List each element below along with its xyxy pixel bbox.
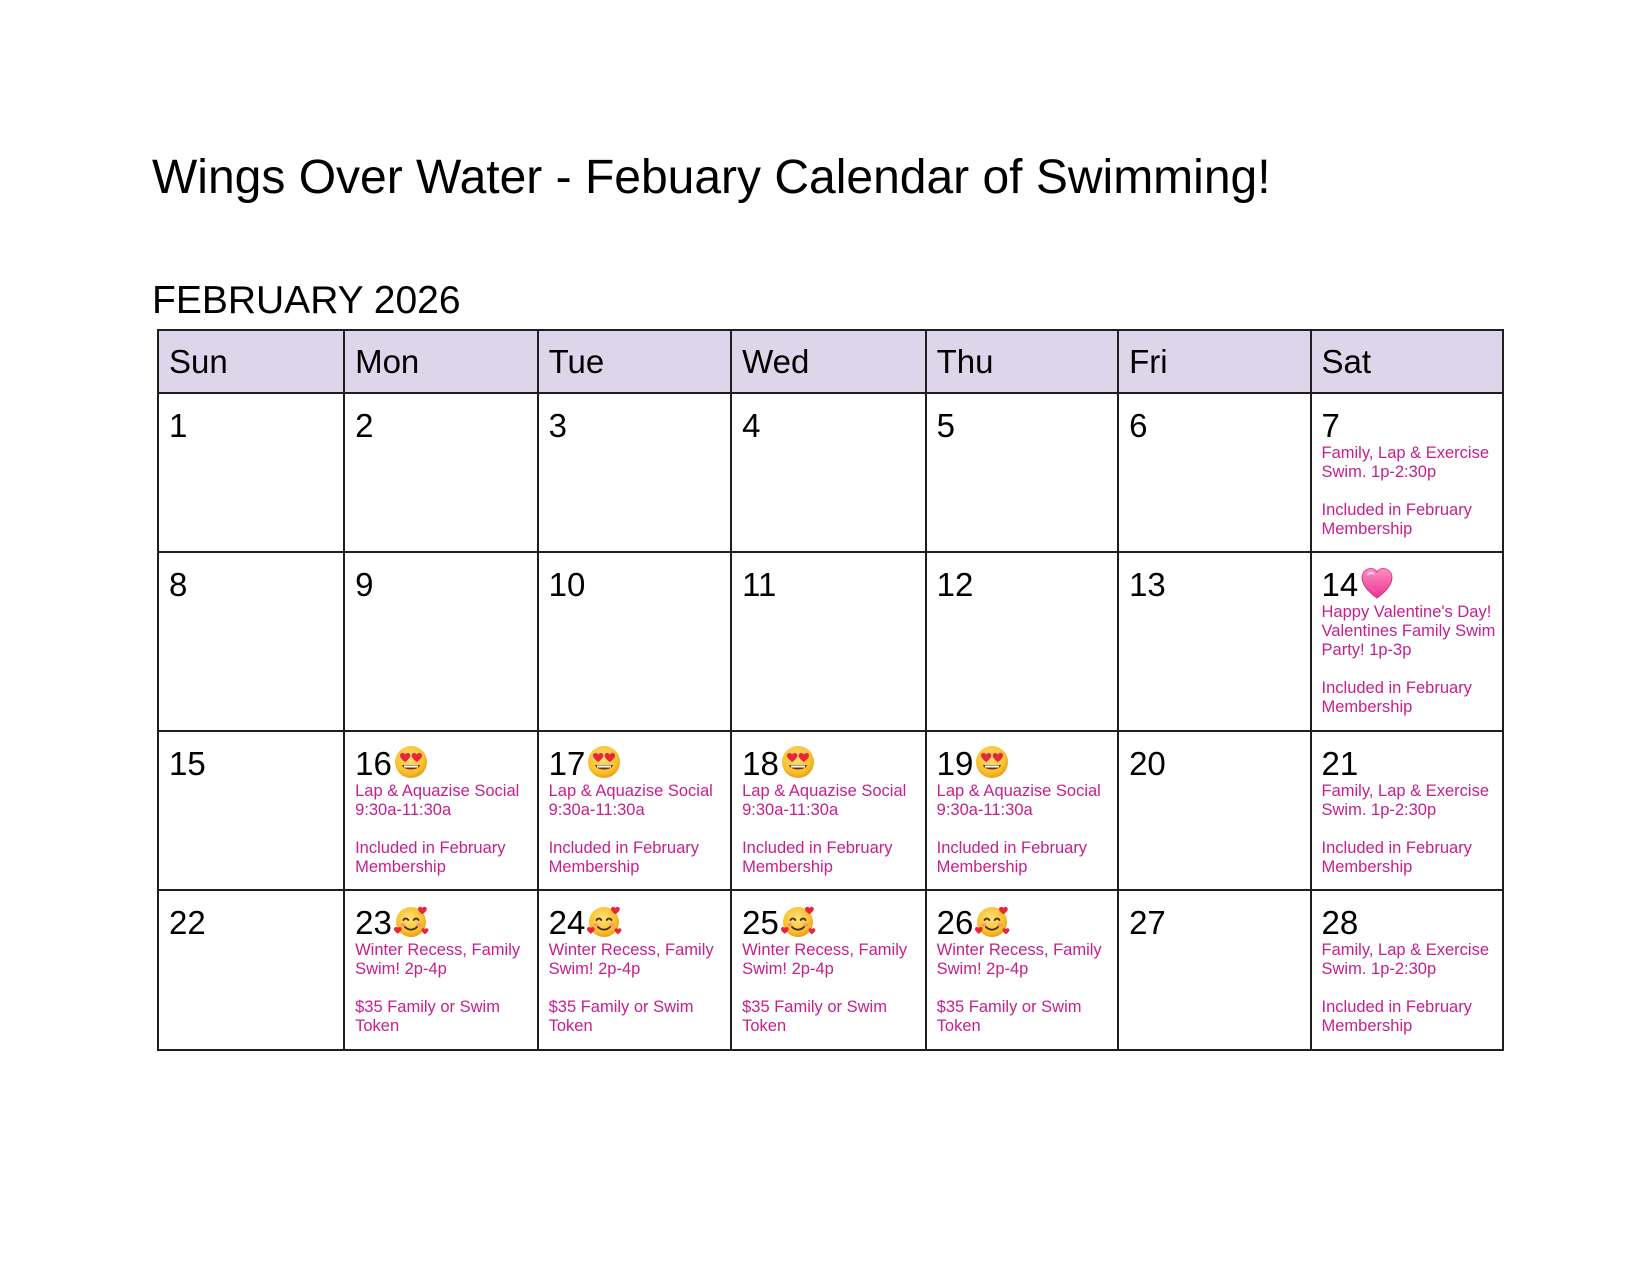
day-number-text: 12	[936, 566, 974, 603]
day-cell-tue	[538, 552, 732, 731]
day-number-text: 4	[742, 407, 761, 444]
event-details	[1322, 941, 1496, 1036]
event-details	[355, 782, 531, 877]
day-cell-tue	[538, 393, 732, 552]
day-cell-sun	[158, 393, 344, 552]
day-number-text: 6	[1129, 407, 1148, 444]
weekday-header-tue: Tue	[538, 330, 732, 393]
day-number-text: 26	[936, 904, 974, 941]
event-details	[937, 782, 1111, 877]
day-cell-mon	[344, 552, 538, 731]
day-number	[937, 408, 1111, 444]
event-pricing: $35 Family or Swim Token	[936, 998, 1082, 1035]
day-number	[169, 408, 337, 444]
day-number-text: 21	[1321, 745, 1359, 782]
week-row	[158, 731, 1503, 890]
event-pricing: Included in February Membership	[548, 839, 700, 876]
smiling-hearts-icon	[780, 903, 816, 939]
day-cell-sun	[158, 552, 344, 731]
weekday-header-sun: Sun	[158, 330, 344, 393]
event-details	[1322, 603, 1496, 717]
event-spacer	[937, 979, 1111, 998]
day-number	[1129, 567, 1303, 603]
day-number	[1322, 905, 1496, 941]
calendar-grid	[157, 329, 1504, 1051]
day-number-text: 16	[355, 745, 392, 782]
weekday-header-mon: Mon	[344, 330, 538, 393]
day-number-text: 20	[1129, 745, 1166, 782]
weekday-header-thu: Thu	[926, 330, 1118, 393]
smiling-hearts-icon	[393, 903, 429, 939]
day-number	[355, 905, 531, 941]
day-number	[169, 905, 337, 941]
day-number-text: 28	[1321, 904, 1359, 941]
event-spacer	[742, 979, 919, 998]
day-number	[1322, 408, 1496, 444]
day-cell-fri	[1118, 731, 1310, 890]
heart-icon	[1359, 565, 1395, 601]
event-description: Family, Lap & Exercise Swim. 1p-2:30p	[1321, 444, 1490, 481]
heart-eyes-icon	[586, 744, 622, 780]
month-label: FEBRUARY 2026	[152, 279, 461, 322]
event-spacer	[355, 820, 531, 839]
day-cell-wed	[731, 731, 926, 890]
heart-eyes-icon	[974, 744, 1010, 780]
document-title: Wings Over Water - Febuary Calendar of Swimming!	[152, 151, 1271, 204]
day-number	[355, 408, 531, 444]
day-cell-sun	[158, 890, 344, 1050]
day-number	[1129, 408, 1303, 444]
event-details	[1322, 444, 1496, 539]
day-cell-mon	[344, 393, 538, 552]
event-pricing: $35 Family or Swim Token	[355, 998, 500, 1035]
day-number	[1322, 567, 1496, 603]
day-cell-wed	[731, 552, 926, 731]
day-cell-mon	[344, 890, 538, 1050]
event-pricing: Included in February Membership	[1321, 501, 1472, 538]
day-number-text: 5	[936, 407, 955, 444]
event-description: Happy Valentine's Day! Valentines Family Swim Party! 1p-3p	[1321, 603, 1496, 659]
day-number	[1129, 905, 1303, 941]
event-description: Lap & Aquazise Social 9:30a-11:30a	[355, 782, 520, 819]
day-number-text: 13	[1129, 566, 1166, 603]
day-number	[742, 905, 919, 941]
day-number	[742, 567, 919, 603]
day-cell-fri	[1118, 393, 1310, 552]
event-description: Winter Recess, Family Swim! 2p-4p	[742, 941, 908, 978]
day-number-text: 10	[548, 566, 586, 603]
day-cell-sat	[1311, 552, 1503, 731]
event-description: Lap & Aquazise Social 9:30a-11:30a	[548, 782, 713, 819]
day-number-text: 23	[355, 904, 392, 941]
event-spacer	[742, 820, 919, 839]
event-pricing: Included in February Membership	[1321, 998, 1472, 1035]
day-number	[355, 746, 531, 782]
day-number-text: 22	[169, 904, 206, 941]
event-description: Winter Recess, Family Swim! 2p-4p	[936, 941, 1102, 978]
day-number-text: 8	[169, 566, 188, 603]
day-number-text: 2	[355, 407, 374, 444]
day-number	[169, 567, 337, 603]
day-number	[937, 746, 1111, 782]
event-details	[355, 941, 531, 1036]
weekday-header-sat: Sat	[1311, 330, 1503, 393]
day-cell-wed	[731, 393, 926, 552]
event-spacer	[549, 820, 725, 839]
event-spacer	[937, 820, 1111, 839]
day-number-text: 9	[355, 566, 374, 603]
day-cell-tue	[538, 890, 732, 1050]
event-description: Winter Recess, Family Swim! 2p-4p	[548, 941, 714, 978]
event-pricing: Included in February Membership	[355, 839, 506, 876]
day-cell-wed	[731, 890, 926, 1050]
day-number	[549, 905, 725, 941]
event-details	[937, 941, 1111, 1036]
day-cell-sun	[158, 731, 344, 890]
event-pricing: Included in February Membership	[1321, 839, 1472, 876]
day-cell-fri	[1118, 552, 1310, 731]
day-number-text: 14	[1321, 566, 1359, 603]
event-description: Lap & Aquazise Social 9:30a-11:30a	[936, 782, 1101, 819]
event-spacer	[1322, 979, 1496, 998]
weekday-header-fri: Fri	[1118, 330, 1310, 393]
event-details	[1322, 782, 1496, 877]
event-pricing: Included in February Membership	[936, 839, 1088, 876]
day-number-text: 27	[1129, 904, 1166, 941]
event-details	[549, 782, 725, 877]
event-pricing: $35 Family or Swim Token	[742, 998, 887, 1035]
day-number-text: 17	[548, 745, 586, 782]
day-number	[937, 567, 1111, 603]
day-number-text: 1	[169, 407, 188, 444]
weekday-header-wed: Wed	[731, 330, 926, 393]
event-spacer	[549, 979, 725, 998]
day-cell-mon	[344, 731, 538, 890]
day-number	[1322, 746, 1496, 782]
day-number-text: 3	[548, 407, 567, 444]
event-pricing: $35 Family or Swim Token	[548, 998, 694, 1035]
event-pricing: Included in February Membership	[1321, 679, 1472, 716]
event-spacer	[1322, 660, 1496, 679]
event-details	[549, 941, 725, 1036]
day-number-text: 24	[548, 904, 586, 941]
event-spacer	[1322, 820, 1496, 839]
day-number	[549, 567, 725, 603]
day-number	[742, 408, 919, 444]
day-cell-thu	[926, 393, 1118, 552]
event-description: Lap & Aquazise Social 9:30a-11:30a	[742, 782, 907, 819]
event-pricing: Included in February Membership	[742, 839, 893, 876]
day-number	[937, 905, 1111, 941]
event-description: Family, Lap & Exercise Swim. 1p-2:30p	[1321, 782, 1490, 819]
event-description: Winter Recess, Family Swim! 2p-4p	[355, 941, 521, 978]
day-number-text: 18	[742, 745, 779, 782]
day-cell-tue	[538, 731, 732, 890]
day-number-text: 19	[936, 745, 974, 782]
day-number-text: 7	[1321, 407, 1340, 444]
day-cell-thu	[926, 890, 1118, 1050]
day-number	[549, 746, 725, 782]
day-cell-thu	[926, 731, 1118, 890]
smiling-hearts-icon	[586, 903, 622, 939]
event-details	[742, 782, 919, 877]
week-row	[158, 890, 1503, 1050]
day-number	[742, 746, 919, 782]
day-cell-sat	[1311, 731, 1503, 890]
event-spacer	[355, 979, 531, 998]
day-number-text: 11	[742, 566, 777, 603]
day-cell-fri	[1118, 890, 1310, 1050]
day-number	[549, 408, 725, 444]
day-number	[355, 567, 531, 603]
event-details	[742, 941, 919, 1036]
heart-eyes-icon	[393, 744, 429, 780]
day-cell-thu	[926, 552, 1118, 731]
day-number-text: 25	[742, 904, 779, 941]
weekday-header-row	[158, 330, 1503, 393]
smiling-hearts-icon	[974, 903, 1010, 939]
week-row	[158, 393, 1503, 552]
day-number	[1129, 746, 1303, 782]
event-spacer	[1322, 482, 1496, 501]
day-number	[169, 746, 337, 782]
heart-eyes-icon	[780, 744, 816, 780]
day-number-text: 15	[169, 745, 206, 782]
week-row	[158, 552, 1503, 731]
day-cell-sat	[1311, 890, 1503, 1050]
event-description: Family, Lap & Exercise Swim. 1p-2:30p	[1321, 941, 1490, 978]
day-cell-sat	[1311, 393, 1503, 552]
